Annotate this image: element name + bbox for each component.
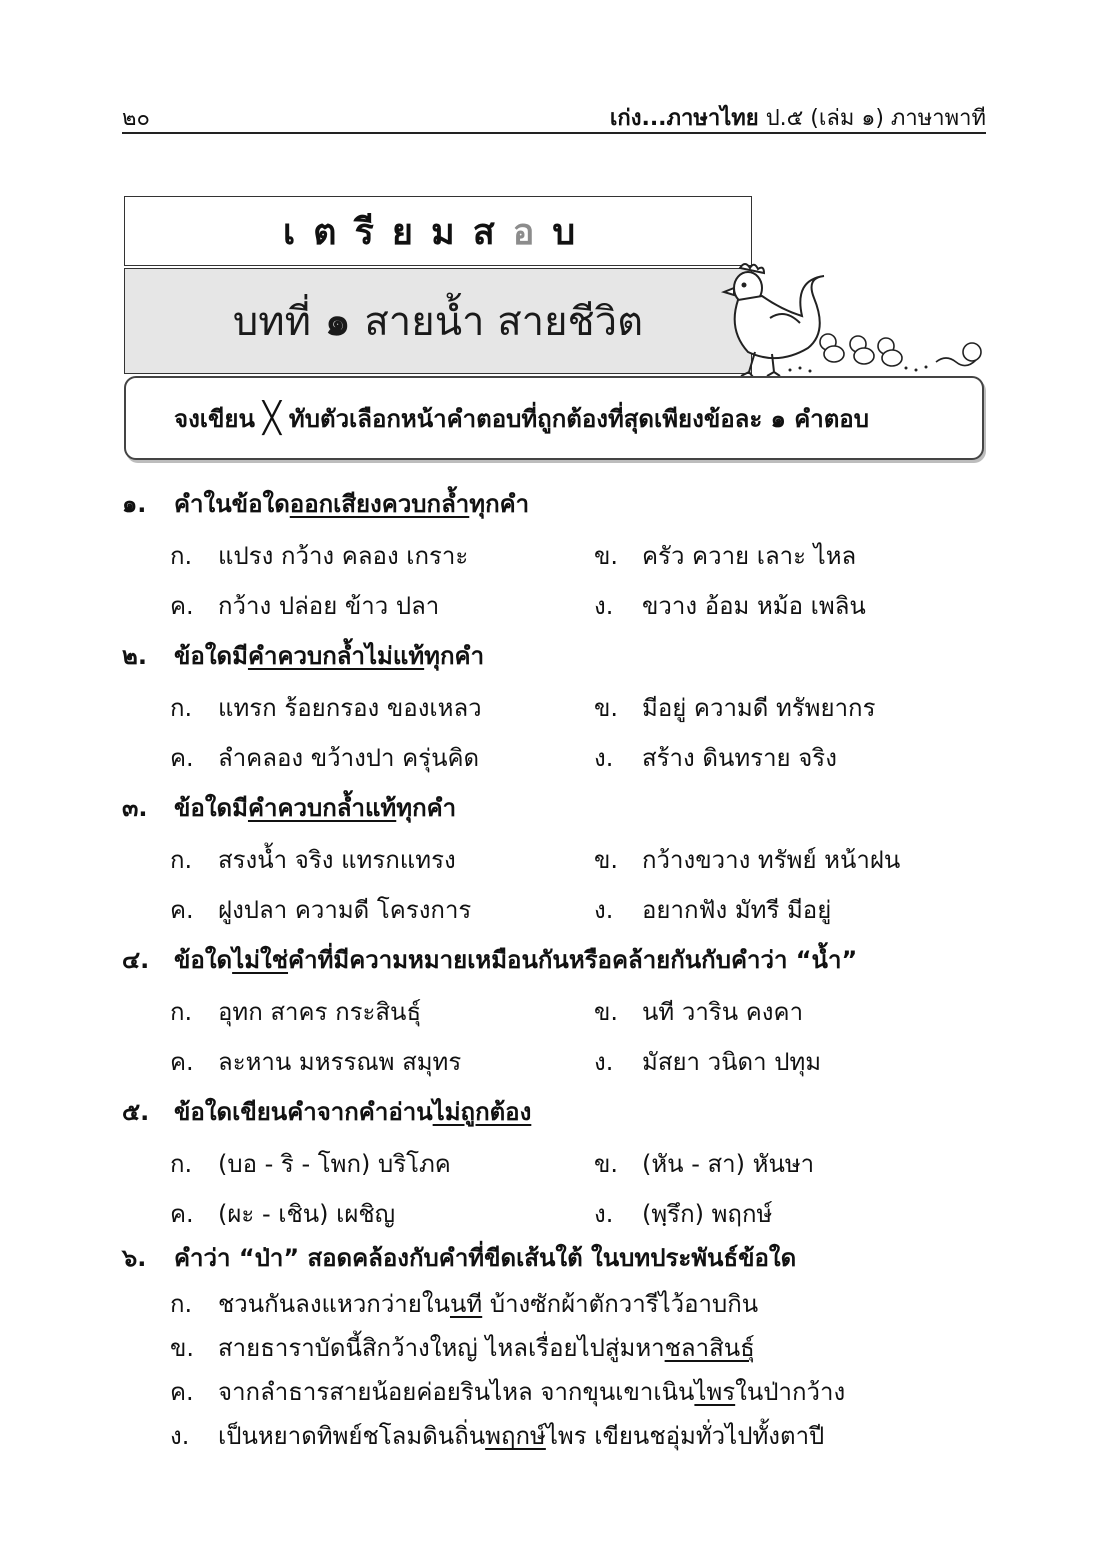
option-text: (พฺรึก) พฤกษ์: [642, 1200, 773, 1228]
question-2: [122, 636, 484, 675]
option-underlined-word: ชลาสินธุ์: [664, 1334, 755, 1362]
option-label: ก.: [170, 1290, 193, 1318]
option-label: ค.: [170, 1048, 194, 1076]
question-underlined: คำควบกล้ำไม่แท้: [247, 642, 425, 670]
option-text: กว้างขวาง ทรัพย์ หน้าฝน: [642, 846, 901, 874]
option-text: ชวนกันลงแหวกว่ายใน: [218, 1290, 450, 1318]
option-label: ง.: [594, 1048, 614, 1076]
option-label: ข.: [594, 542, 619, 570]
option-text: ละหาน มหรรณพ สมุทร: [218, 1048, 462, 1076]
exam-prep-title: [124, 196, 752, 266]
question-number: ๖.: [122, 1244, 147, 1272]
option-text: อยากฟัง มัทรี มีอยู่: [642, 896, 832, 924]
option[interactable]: [594, 688, 875, 727]
option-text: แปรง กว้าง คลอง เกราะ: [218, 542, 469, 570]
option-label: ง.: [594, 744, 614, 772]
option-underlined-word: นที: [449, 1290, 483, 1318]
page-number: ๒๐: [122, 106, 150, 131]
question-text: ข้อใดเขียนคำจากคำอ่าน: [174, 1098, 433, 1126]
option-label: ง.: [170, 1422, 190, 1450]
option[interactable]: [170, 1372, 845, 1411]
x-mark-icon: ╳: [262, 400, 281, 436]
option[interactable]: [170, 992, 421, 1031]
question-text: ข้อใดมี: [174, 642, 248, 670]
title-char: รี: [354, 211, 392, 253]
option-label: ก.: [170, 998, 193, 1026]
question-number: ๑.: [122, 490, 147, 518]
option-label: ค.: [170, 896, 194, 924]
question-6: [122, 1238, 796, 1277]
title-char: ม: [430, 211, 473, 253]
question-underlined: คำควบกล้ำแท้: [247, 794, 397, 822]
option-underlined-word: ไพร: [694, 1378, 736, 1406]
option[interactable]: [594, 992, 803, 1031]
option-label: ข.: [594, 998, 619, 1026]
chapter-name: สายน้ำ สายชีวิต: [364, 299, 644, 345]
option-text: นที วาริน คงคา: [642, 998, 804, 1026]
question-number: ๔.: [122, 946, 150, 974]
option-label: ค.: [170, 1200, 194, 1228]
option-label: ข.: [170, 1334, 195, 1362]
title-char: ต: [313, 211, 355, 253]
option-text: ฝูงปลา ความดี โครงการ: [218, 896, 472, 924]
option[interactable]: [170, 1042, 461, 1081]
option-text: อุทก สาคร กระสินธุ์: [218, 998, 422, 1026]
option[interactable]: [170, 1284, 758, 1323]
question-text-end: ทุกคำ: [396, 794, 457, 822]
option[interactable]: [170, 586, 439, 625]
option[interactable]: [594, 1042, 821, 1081]
question-underlined: ไม่ใช่: [232, 946, 289, 974]
option-label: ข.: [594, 694, 619, 722]
option[interactable]: [594, 1144, 814, 1183]
option-text: จากลำธารสายน้อยค่อยรินไหล จากขุนเขาเนิน: [218, 1378, 695, 1406]
page-header: [122, 96, 986, 134]
option-text: สรงน้ำ จริง แทรกแทรง: [218, 846, 456, 874]
title-char: ย: [391, 211, 431, 253]
option-label: ค.: [170, 744, 194, 772]
question-1: [122, 484, 529, 523]
option-label: ก.: [170, 542, 193, 570]
option-label: ง.: [594, 592, 614, 620]
option-label: ข.: [594, 1150, 619, 1178]
book-title-bold: เก่ง...ภาษาไทย: [609, 106, 759, 131]
option-text: (ผะ - เชิน) เผชิญ: [218, 1200, 396, 1228]
option-text: มัสยา วนิดา ปทุม: [642, 1048, 822, 1076]
option-text: ลำคลอง ขว้างปา ครุ่นคิด: [218, 744, 480, 772]
question-text-end: คำที่มีความหมายเหมือนกันหรือคล้ายกันกับคำว่า “น้ำ”: [288, 946, 858, 974]
option[interactable]: [170, 840, 456, 879]
option-text-end: ไพร เขียนชอุ่มทั่วไปทั้งตาปี: [545, 1422, 825, 1450]
option-label: ก.: [170, 1150, 193, 1178]
question-4: [122, 940, 857, 979]
option-text: แทรก ร้อยกรอง ของเหลว: [218, 694, 482, 722]
question-text: คำในข้อใด: [174, 490, 290, 518]
question-text: ข้อใด: [174, 946, 233, 974]
option-text-end: บ้างซักผ้าตักวารีไว้อาบกิน: [482, 1290, 759, 1318]
option-text: (หัน - สา) หันษา: [642, 1150, 815, 1178]
question-text: คำว่า “ป่า” สอดคล้องกับคำที่ขีดเส้นใต้ ในบทประพันธ์ข้อใด: [174, 1244, 797, 1272]
question-number: ๓.: [122, 794, 148, 822]
chapter-prefix: บทที่: [232, 299, 311, 345]
option-label: ก.: [170, 846, 193, 874]
book-title: [610, 100, 986, 135]
option-underlined-word: พฤกษ์: [485, 1422, 546, 1450]
option[interactable]: [170, 1144, 451, 1183]
option[interactable]: [170, 890, 471, 929]
book-title-rest: ป.๕ (เล่ม ๑) ภาษาพาที: [758, 106, 986, 131]
option-text-end: ในป่ากว้าง: [735, 1378, 846, 1406]
option[interactable]: [594, 1194, 772, 1233]
question-text: ข้อใดมี: [174, 794, 248, 822]
question-number: ๕.: [122, 1098, 150, 1126]
instruction-box: [124, 376, 984, 460]
option-text: (บอ - ริ - โพก) บริโภค: [218, 1150, 451, 1178]
option[interactable]: [594, 840, 900, 879]
instruction-pre: จงเขียน: [174, 404, 255, 433]
option-label: ค.: [170, 1378, 194, 1406]
option[interactable]: [170, 1416, 824, 1455]
option-text: เป็นหยาดทิพย์ชโลมดินถิ่น: [218, 1422, 486, 1450]
option-label: ค.: [170, 592, 194, 620]
option-text: สร้าง ดินทราย จริง: [642, 744, 837, 772]
option[interactable]: [170, 1194, 395, 1233]
chapter-number: ๑: [325, 299, 351, 345]
option[interactable]: [594, 738, 837, 777]
option-label: ข.: [594, 846, 619, 874]
option-label: ง.: [594, 896, 614, 924]
option-text: สายธาราบัดนี้สิกว้างใหญ่ ไหลเรื่อยไปสู่มหา: [218, 1334, 665, 1362]
title-char: อ: [512, 211, 553, 253]
option[interactable]: [594, 586, 866, 625]
question-number: ๒.: [122, 642, 147, 670]
question-text-end: ทุกคำ: [424, 642, 485, 670]
question-5: [122, 1092, 531, 1131]
question-underlined: ออกเสียงควบกล้ำ: [289, 490, 470, 518]
option-text: กว้าง ปล่อย ข้าว ปลา: [218, 592, 440, 620]
option-text: ขวาง อ้อม หม้อ เพลิน: [642, 592, 866, 620]
hen-and-chicks-illustration: [710, 258, 1000, 378]
option-text: ครัว ควาย เลาะ ไหล: [642, 542, 857, 570]
option[interactable]: [170, 1328, 755, 1367]
question-underlined: ไม่ถูกต้อง: [432, 1098, 532, 1126]
title-char: เ: [282, 211, 314, 253]
option[interactable]: [170, 688, 482, 727]
option-label: ง.: [594, 1200, 614, 1228]
instruction-post: ทับตัวเลือกหน้าคำตอบที่ถูกต้องที่สุดเพียงข้อละ ๑ คำตอบ: [288, 404, 869, 433]
option[interactable]: [594, 536, 856, 575]
title-char: บ: [552, 211, 594, 253]
option[interactable]: [170, 536, 468, 575]
title-char: ส: [472, 211, 513, 253]
option-label: ก.: [170, 694, 193, 722]
option-text: มีอยู่ ความดี ทรัพยากร: [642, 694, 876, 722]
option[interactable]: [594, 890, 831, 929]
option[interactable]: [170, 738, 479, 777]
question-text-end: ทุกคำ: [469, 490, 530, 518]
question-3: [122, 788, 456, 827]
chapter-title: [124, 268, 752, 374]
